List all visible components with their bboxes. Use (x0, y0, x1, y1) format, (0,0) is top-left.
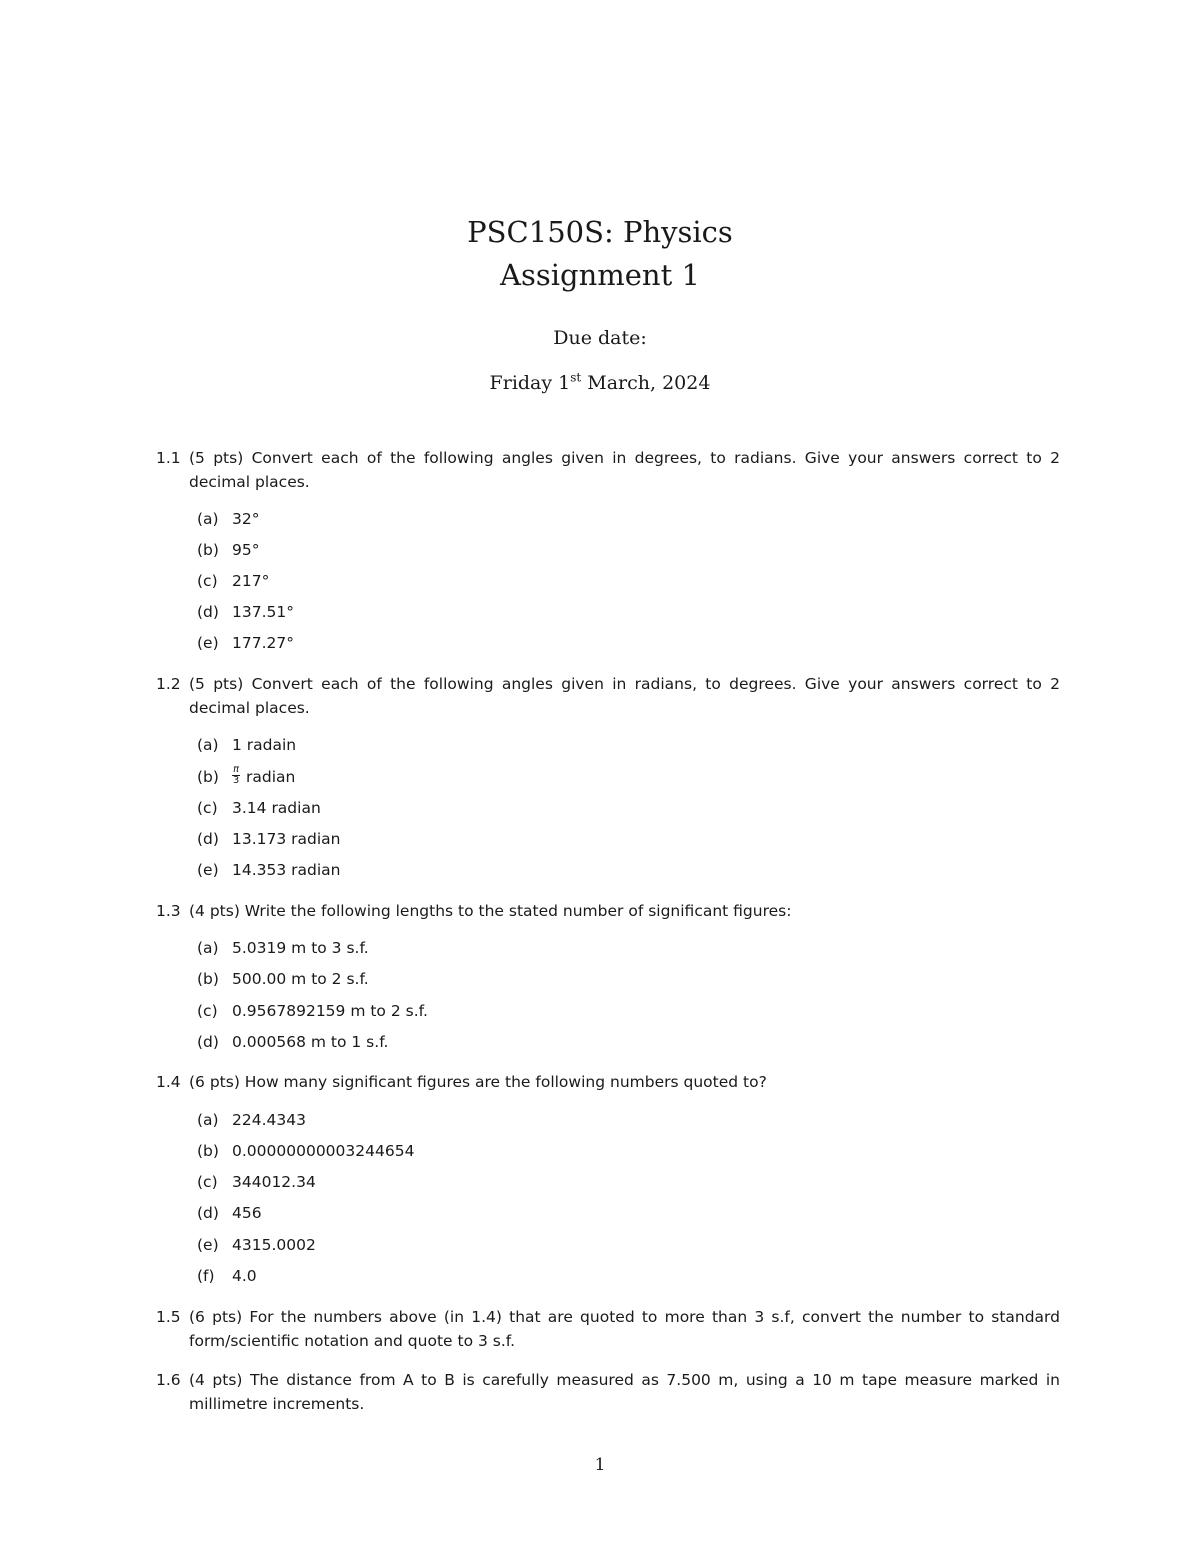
question-1-4 (156, 1070, 1060, 1094)
question-1-3 (156, 899, 1060, 923)
item-label: (e) (197, 861, 219, 879)
question-1-1 (156, 446, 1060, 494)
item-label: (c) (197, 572, 218, 590)
item-text: 3.14 radian (232, 799, 321, 817)
item-text: 95° (232, 541, 260, 559)
item-label: (a) (197, 510, 219, 528)
page-number: 1 (594, 1455, 606, 1475)
question-number: 1.4 (156, 1073, 181, 1091)
item-text: 0.9567892159 m to 2 s.f. (232, 1002, 428, 1020)
item-text: 13.173 radian (232, 830, 341, 848)
due-date-suffix: March, 2024 (581, 372, 711, 394)
item-text: 500.00 m to 2 s.f. (232, 970, 369, 988)
item-label: (d) (197, 1204, 219, 1222)
pi-over-three-fraction (232, 765, 240, 786)
question-number: 1.1 (156, 449, 181, 467)
due-date-ordinal: st (570, 370, 582, 385)
item-label: (e) (197, 1236, 219, 1254)
item-label: (c) (197, 1002, 218, 1020)
fraction-denominator: 3 (232, 775, 240, 786)
question-text: (6 pts) How many significant figures are the following numbers quoted to? (189, 1073, 767, 1091)
due-label: Due date: (553, 327, 647, 349)
fraction-numerator: π (233, 764, 240, 775)
list-item (197, 1265, 257, 1287)
list-item (197, 1234, 316, 1256)
question-number: 1.6 (156, 1371, 181, 1389)
list-item (197, 828, 341, 850)
item-label: (a) (197, 939, 219, 957)
question-text: (5 pts) Convert each of the following angles given in degrees, to radians. Give your answers correct to 2 decimal places. (189, 449, 1060, 491)
list-item (197, 797, 321, 819)
item-text: 224.4343 (232, 1111, 306, 1129)
list-item (197, 859, 341, 881)
item-text: 177.27° (232, 634, 294, 652)
list-item (197, 734, 296, 756)
list-item (197, 1031, 388, 1053)
item-text: radian (246, 768, 296, 786)
list-item (197, 766, 295, 788)
item-text: 0.000568 m to 1 s.f. (232, 1033, 389, 1051)
item-label: (b) (197, 768, 219, 786)
item-text: 456 (232, 1204, 262, 1222)
assignment-title: Assignment 1 (500, 258, 700, 292)
question-number: 1.5 (156, 1308, 181, 1326)
list-item (197, 1140, 414, 1162)
item-text: 344012.34 (232, 1173, 316, 1191)
item-label: (d) (197, 830, 219, 848)
list-item (197, 937, 369, 959)
question-text: (4 pts) Write the following lengths to the stated number of significant figures: (189, 902, 792, 920)
list-item (197, 1171, 316, 1193)
item-text: 4315.0002 (232, 1236, 316, 1254)
list-item (197, 508, 259, 530)
item-label: (f) (197, 1267, 215, 1285)
item-label: (b) (197, 970, 219, 988)
item-text: 137.51° (232, 603, 294, 621)
list-item (197, 632, 294, 654)
item-label: (a) (197, 736, 219, 754)
item-text: 4.0 (232, 1267, 257, 1285)
question-1-6 (156, 1368, 1060, 1416)
item-label: (d) (197, 1033, 219, 1051)
due-date-prefix: Friday 1 (489, 372, 571, 394)
list-item (197, 601, 294, 623)
course-title: PSC150S: Physics (467, 215, 733, 249)
item-label: (c) (197, 1173, 218, 1191)
item-label: (c) (197, 799, 218, 817)
question-1-2 (156, 672, 1060, 720)
question-number: 1.2 (156, 675, 181, 693)
question-number: 1.3 (156, 902, 181, 920)
list-item (197, 1000, 428, 1022)
list-item (197, 539, 259, 561)
question-text: (6 pts) For the numbers above (in 1.4) that are quoted to more than 3 s.f, convert the number to standard form/scientific notation and quote to 3 s.f. (189, 1308, 1060, 1350)
item-text: 5.0319 m to 3 s.f. (232, 939, 369, 957)
item-text: 1 radain (232, 736, 297, 754)
list-item (197, 1109, 306, 1131)
item-text: 14.353 radian (232, 861, 341, 879)
list-item (197, 1202, 262, 1224)
item-label: (d) (197, 603, 219, 621)
item-text: 0.00000000003244654 (232, 1142, 415, 1160)
question-text: (5 pts) Convert each of the following angles given in radians, to degrees. Give your answers correct to 2 decimal places. (189, 675, 1060, 717)
item-text: 217° (232, 572, 270, 590)
question-text: (4 pts) The distance from A to B is carefully measured as 7.500 m, using a 10 m tape measure marked in millimetre increments. (189, 1371, 1060, 1413)
due-date (0, 371, 1200, 395)
item-label: (a) (197, 1111, 219, 1129)
item-text: 32° (232, 510, 260, 528)
list-item (197, 968, 369, 990)
item-label: (b) (197, 1142, 219, 1160)
item-label: (b) (197, 541, 219, 559)
list-item (197, 570, 269, 592)
question-1-5 (156, 1305, 1060, 1353)
item-label: (e) (197, 634, 219, 652)
